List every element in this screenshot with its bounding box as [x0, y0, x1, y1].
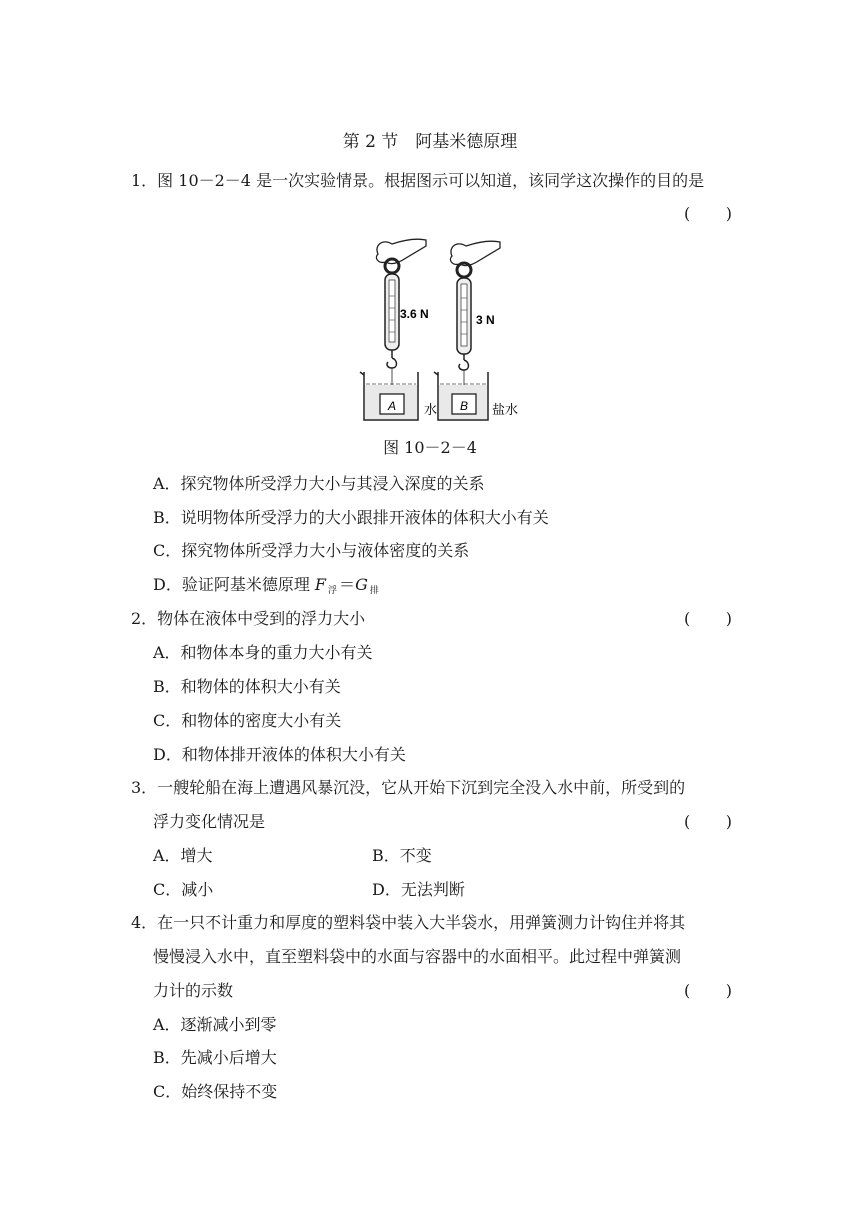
figure-caption: 图 10－2－4 — [383, 438, 477, 457]
paren-close: ) — [725, 609, 732, 628]
formula-F: F — [314, 575, 327, 594]
q3-stem-line1: 3．一艘轮船在海上遭遇风暴沉没，它从开始下沉到完全没入水中前，所受到的 — [131, 778, 686, 797]
right-block-label: B — [459, 399, 469, 413]
left-block-label: A — [387, 399, 397, 413]
q3-stem-line2: 浮力变化情况是 — [153, 812, 266, 831]
q1-answer-blank — [684, 203, 732, 225]
paren-close: ) — [725, 204, 732, 223]
right-hand-icon — [450, 241, 500, 265]
right-setup — [434, 241, 518, 420]
formula-sub-displaced: 排 — [369, 586, 379, 596]
q4-stem-line2: 慢慢浸入水中，直至塑料袋中的水面与容器中的水面相平。此过程中弹簧测 — [153, 947, 682, 966]
q2-option-a: A．和物体本身的重力大小有关 — [153, 643, 373, 662]
formula-sub-float: 浮 — [328, 586, 338, 596]
formula-equals: ＝ — [339, 575, 356, 594]
q1-stem: 1．图 10－2－4 是一次实验情景。根据图示可以知道，该同学这次操作的目的是 — [131, 171, 705, 190]
q3-option-c: C．减小 — [153, 880, 214, 899]
q2-option-d: D．和物体排开液体的体积大小有关 — [153, 745, 406, 764]
q1-option-b: B．说明物体所受浮力的大小跟排开液体的体积大小有关 — [153, 508, 549, 527]
q2-answer-blank — [684, 608, 732, 630]
left-hand-icon — [376, 239, 426, 263]
q3-option-b: B．不变 — [372, 846, 432, 865]
left-reading: 3.6 N — [400, 307, 429, 321]
paren-close: ) — [725, 981, 732, 1000]
q4-option-b: B．先减小后增大 — [153, 1048, 277, 1067]
formula-G: G — [355, 575, 368, 594]
paren-close: ) — [725, 812, 732, 831]
left-hook — [387, 358, 396, 368]
q4-stem-line1: 4．在一只不计重力和厚度的塑料袋中装入大半袋水，用弹簧测力计钩住并将其 — [131, 913, 686, 932]
q4-option-a: A．逐渐减小到零 — [153, 1015, 277, 1034]
q3-option-d: D．无法判断 — [372, 880, 465, 899]
q4-answer-blank — [684, 980, 732, 1002]
left-setup — [360, 239, 437, 420]
page-title: 第 2 节 阿基米德原理 — [342, 132, 518, 152]
q2-option-b: B．和物体的体积大小有关 — [153, 677, 341, 696]
right-reading: 3 N — [476, 313, 495, 327]
paren-open: ( — [684, 204, 691, 223]
q4-option-c: C．始终保持不变 — [153, 1082, 278, 1101]
q2-option-c: C．和物体的密度大小有关 — [153, 711, 342, 730]
q1-option-a: A．探究物体所受浮力大小与其浸入深度的关系 — [153, 474, 485, 493]
right-hook — [459, 360, 468, 370]
q3-option-a: A．增大 — [153, 846, 213, 865]
q3-answer-blank — [684, 811, 732, 833]
right-liquid-label: 盐水 — [492, 402, 519, 417]
left-liquid-label: 水 — [424, 402, 438, 417]
q2-stem: 2．物体在液体中受到的浮力大小 — [131, 609, 366, 628]
q1-option-d — [153, 574, 381, 602]
paren-open: ( — [684, 812, 691, 831]
q1-figure — [330, 236, 530, 426]
paren-open: ( — [684, 609, 691, 628]
paren-open: ( — [684, 981, 691, 1000]
q1-option-c: C．探究物体所受浮力大小与液体密度的关系 — [153, 541, 470, 560]
q1-option-d-prefix: D．验证阿基米德原理 — [153, 575, 315, 594]
q4-stem-line3: 力计的示数 — [153, 981, 234, 1000]
